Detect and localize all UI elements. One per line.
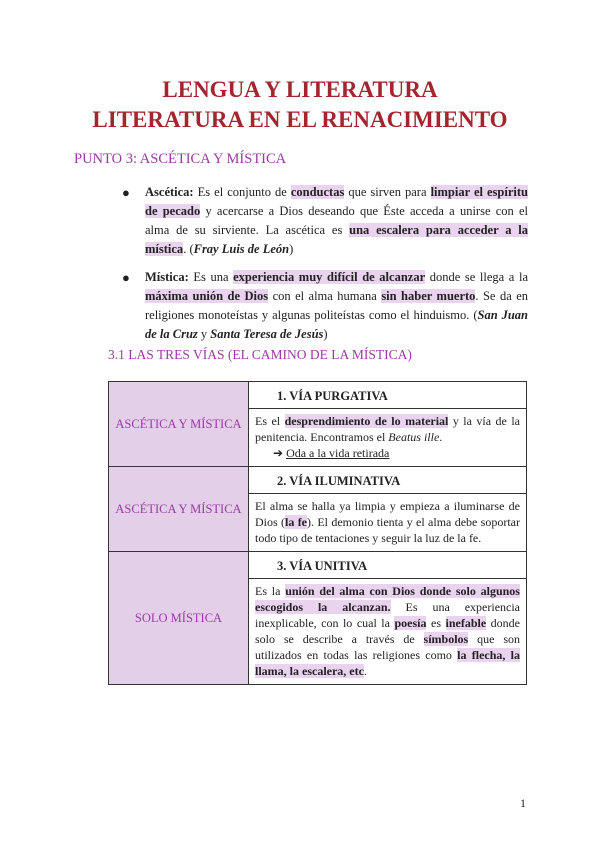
subsection-heading: 3.1 LAS TRES VÍAS (EL CAMINO DE LA MÍSTICA) xyxy=(108,347,412,362)
author-name: Fray Luis de León xyxy=(193,242,290,256)
highlight: conductas xyxy=(290,185,345,199)
highlight: unión del alma con Dios donde solo algunos escogidos la alcanzan. xyxy=(255,584,520,614)
text: con el alma humana xyxy=(268,289,382,303)
text: . Se da en religiones monoteístas y algunas politeístas como el hinduismo. ( xyxy=(145,289,528,322)
row-description xyxy=(249,494,527,552)
row-heading: 1. VÍA PURGATIVA xyxy=(249,382,527,409)
text: El alma se halla ya limpia y empieza a iluminarse de Dios ( xyxy=(255,499,520,529)
document-subtitle: LITERATURA EN EL RENACIMIENTO xyxy=(92,107,508,132)
table-row xyxy=(109,382,527,409)
highlight: una escalera para acceder a la mística xyxy=(145,223,528,256)
text: es xyxy=(426,616,446,630)
row-description xyxy=(249,579,527,685)
highlight: sin haber muerto xyxy=(381,289,476,303)
document-title: LENGUA Y LITERATURA xyxy=(162,77,438,102)
text: que son utilizados en todas las religiones como xyxy=(255,632,520,662)
arrow-right-icon: ➔ xyxy=(273,446,284,460)
definition-list xyxy=(120,183,528,353)
term-mistica: Mística: xyxy=(145,270,189,284)
highlight: experiencia muy difícil de alcanzar xyxy=(233,270,426,284)
highlight: inefable xyxy=(445,616,487,630)
row-heading: 3. VÍA UNITIVA xyxy=(249,552,527,579)
table-row xyxy=(109,552,527,579)
bullet-mistica xyxy=(120,268,528,344)
row-category: SOLO MÍSTICA xyxy=(109,552,249,685)
highlight: poesía xyxy=(394,616,427,630)
text: Es el conjunto de xyxy=(193,185,291,199)
highlight: máxima unión de Dios xyxy=(145,289,269,303)
text: ). El demonio tienta y el alma debe soportar todo tipo de tentaciones y seguir la luz de la fe. xyxy=(255,515,521,545)
page-number: 1 xyxy=(520,796,526,810)
row-category: ASCÉTICA Y MÍSTICA xyxy=(109,467,249,552)
highlight: la fe xyxy=(285,515,308,529)
highlight: la flecha, la llama, la escalera, etc xyxy=(255,648,521,678)
text: . xyxy=(439,430,443,444)
three-ways-table xyxy=(108,381,527,685)
highlight: desprendimiento de lo material xyxy=(284,414,449,428)
italic-title: Beatus ille xyxy=(388,430,440,444)
text: . ( xyxy=(183,242,194,256)
text: y xyxy=(197,327,211,341)
text: ) xyxy=(289,242,294,256)
text: Es una experiencia inexplicable, con lo cual la xyxy=(255,600,521,630)
text: que sirven para xyxy=(344,185,431,199)
row-heading: 2. VÍA ILUMINATIVA xyxy=(249,467,527,494)
section-heading: PUNTO 3: ASCÉTICA Y MÍSTICA xyxy=(74,151,287,167)
bullet-dot-icon: ● xyxy=(122,185,130,200)
text: donde se llega a la xyxy=(425,270,528,284)
row-description xyxy=(249,409,527,467)
highlight: símbolos xyxy=(423,632,469,646)
text: y la vía de la penitencia. Encontramos el xyxy=(255,414,520,444)
bullet-ascetica xyxy=(120,183,528,259)
text: Es el xyxy=(255,414,285,428)
text: Es la xyxy=(255,584,286,598)
work-reference: Oda a la vida retirada xyxy=(286,446,390,460)
text: y acercarse a Dios deseando que Éste acceda a unirse con el alma de su sirviente. La ascética es xyxy=(145,204,529,237)
author-name: San Juan de la Cruz xyxy=(145,308,528,341)
text: . xyxy=(363,664,367,678)
bullet-dot-icon: ● xyxy=(122,270,130,285)
author-name: Santa Teresa de Jesús xyxy=(210,327,324,341)
row-category: ASCÉTICA Y MÍSTICA xyxy=(109,382,249,467)
text: donde solo se describe a través de xyxy=(255,616,521,646)
term-ascetica: Ascética: xyxy=(145,185,194,199)
text: Es una xyxy=(188,270,234,284)
table-row xyxy=(109,467,527,494)
highlight: limpiar el espíritu de pecado xyxy=(145,185,528,218)
reference-line xyxy=(255,445,520,461)
text: ) xyxy=(323,327,328,341)
